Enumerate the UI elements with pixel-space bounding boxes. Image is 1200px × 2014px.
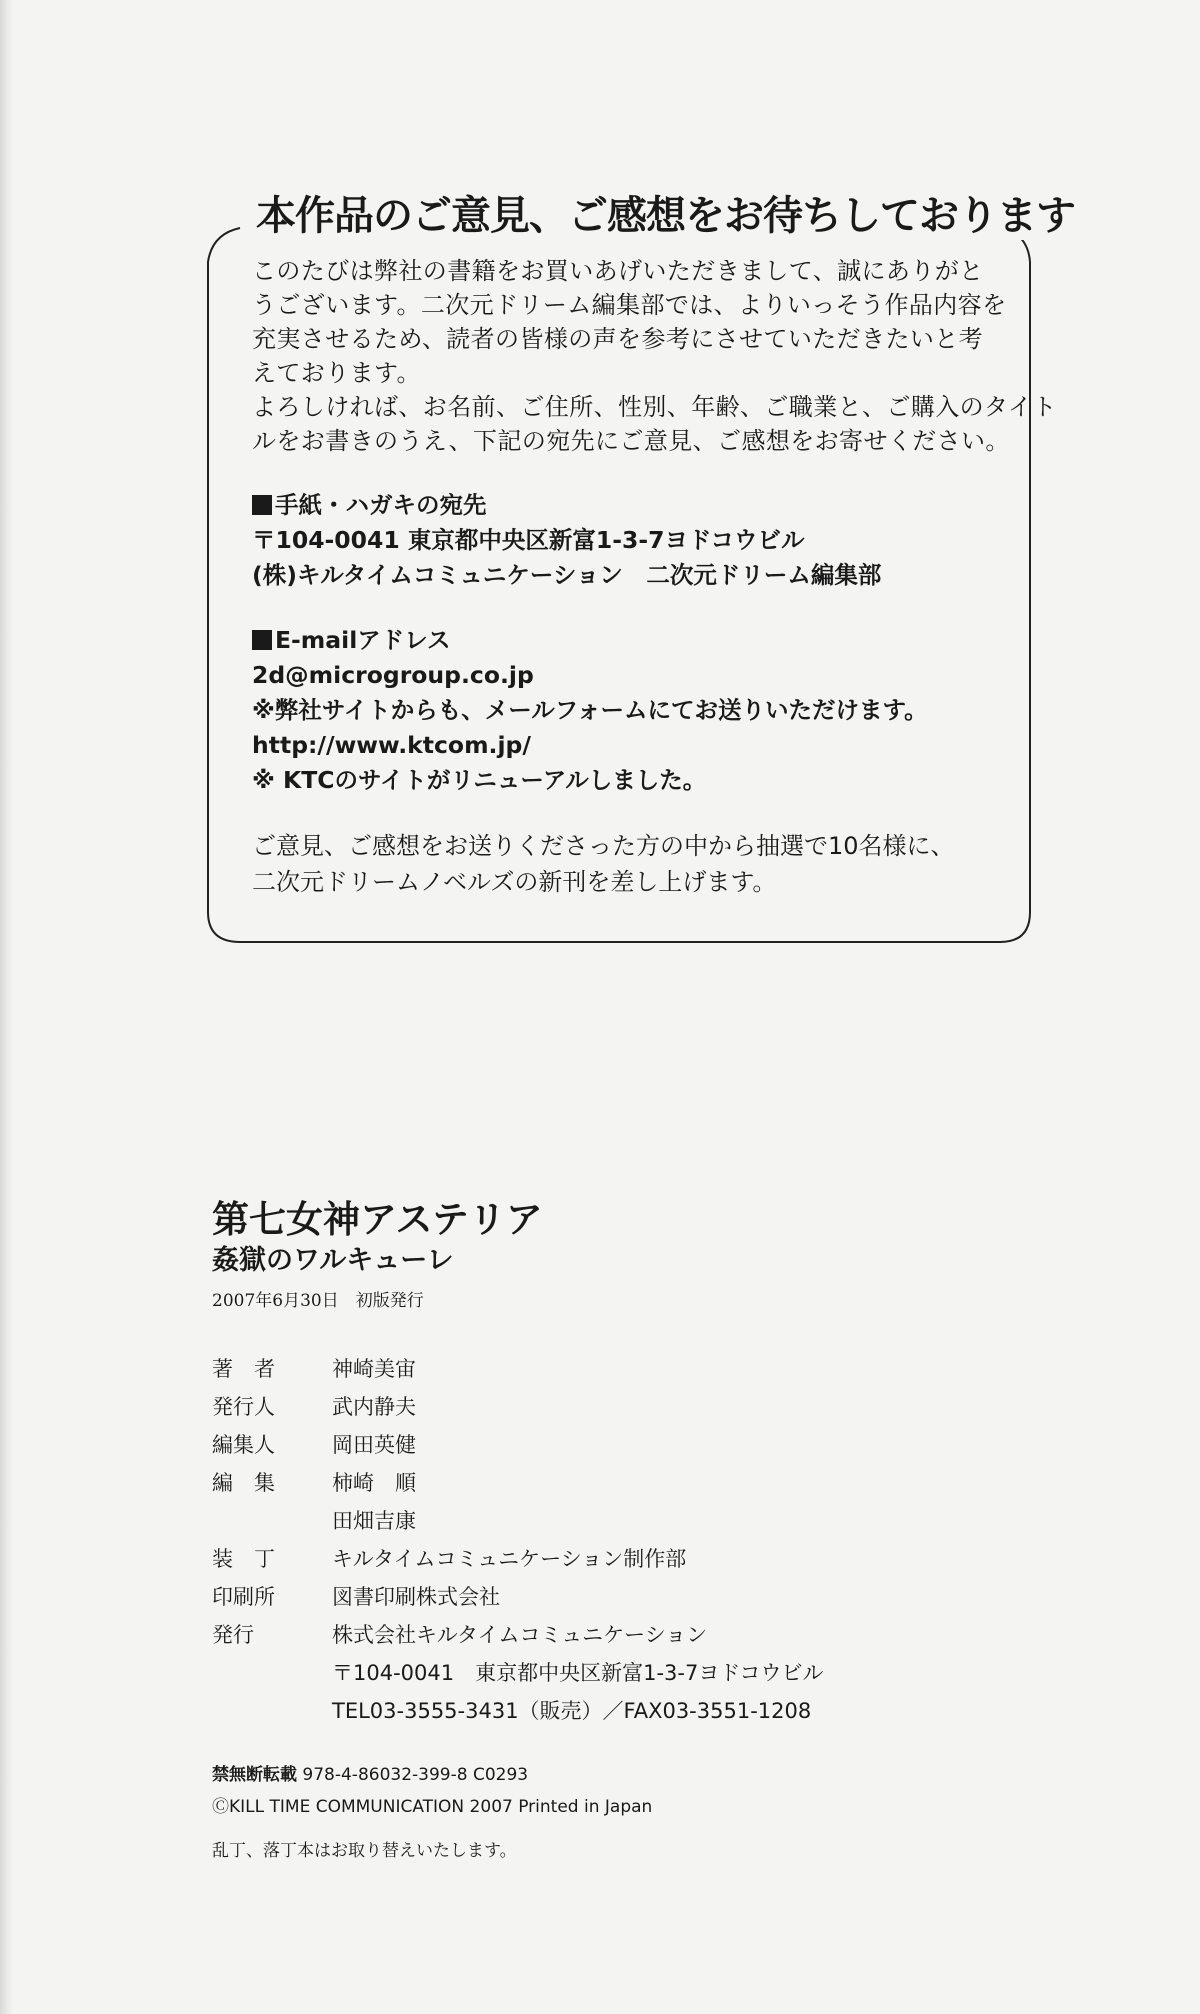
copyright: ⒸKILL TIME COMMUNICATION 2007 Printed in Japan bbox=[212, 1797, 653, 1817]
credit-role: 著 者 bbox=[212, 1357, 275, 1381]
credit-name: 柿崎 順 bbox=[332, 1471, 416, 1495]
credit-role: 装 丁 bbox=[212, 1547, 275, 1571]
credit-role: 発行人 bbox=[212, 1395, 275, 1419]
feedback-title: 本作品のご意見、ご感想をお待ちしております bbox=[250, 192, 1081, 240]
credit-row bbox=[212, 1387, 824, 1425]
credit-name: 田畑吉康 bbox=[332, 1509, 416, 1533]
credit-name: 〒104-0041 東京都中央区新富1-3-7ヨドコウビル bbox=[332, 1661, 824, 1685]
credit-row bbox=[212, 1425, 824, 1463]
credits-list bbox=[212, 1349, 824, 1729]
intro-line: ルをお書きのうえ、下記の宛先にご意見、ご感想をお寄せください。 bbox=[252, 427, 1010, 455]
lottery-line: ご意見、ご感想をお送りくださった方の中から抽選で10名様に、 bbox=[252, 832, 955, 860]
mail-recipient: (株)キルタイムコミュニケーション 二次元ドリーム編集部 bbox=[252, 561, 882, 589]
page-edge-shadow bbox=[0, 0, 14, 2014]
credit-row bbox=[212, 1539, 824, 1577]
isbn: 978-4-86032-399-8 C0293 bbox=[302, 1765, 529, 1785]
email-note: ※弊社サイトからも、メールフォームにてお送りいただけます。 bbox=[252, 696, 928, 724]
intro-line: えております。 bbox=[252, 359, 421, 387]
site-url: http://www.ktcom.jp/ bbox=[252, 731, 531, 759]
credit-row bbox=[212, 1349, 824, 1387]
credit-name: 岡田英健 bbox=[332, 1433, 416, 1457]
square-bullet-icon bbox=[252, 495, 272, 515]
email-section bbox=[252, 623, 1002, 798]
mail-address: 〒104-0041 東京都中央区新富1-3-7ヨドコウビル bbox=[252, 526, 805, 554]
mail-section bbox=[252, 488, 1002, 593]
credit-role: 印刷所 bbox=[212, 1585, 275, 1609]
book-title: 第七女神アステリア bbox=[212, 1198, 543, 1241]
publication-date: 2007年6月30日 初版発行 bbox=[212, 1291, 424, 1311]
site-note: ※ KTCのサイトがリニューアルしました。 bbox=[252, 766, 707, 794]
intro-line: このたびは弊社の書籍をお買いあげいただきまして、誠にありがと bbox=[252, 257, 984, 285]
credit-row bbox=[212, 1501, 824, 1539]
reprint-prohibited-label: 禁無断転載 bbox=[212, 1765, 297, 1785]
lottery-notice bbox=[252, 828, 1002, 900]
credit-name: 図書印刷株式会社 bbox=[332, 1585, 500, 1609]
feedback-body bbox=[252, 254, 1057, 900]
colophon bbox=[212, 1197, 824, 1882]
credit-row bbox=[212, 1615, 824, 1653]
credit-role: 編 集 bbox=[212, 1471, 275, 1495]
square-bullet-icon bbox=[252, 630, 272, 650]
credit-name: 株式会社キルタイムコミュニケーション bbox=[332, 1623, 708, 1647]
credit-row bbox=[212, 1691, 824, 1729]
email-heading: E-mailアドレス bbox=[275, 626, 451, 654]
credit-row bbox=[212, 1577, 824, 1615]
intro-line: うございます。二次元ドリーム編集部では、よりいっそう作品内容を bbox=[252, 291, 1007, 319]
mail-heading: 手紙・ハガキの宛先 bbox=[275, 491, 487, 519]
lottery-line: 二次元ドリームノベルズの新刊を差し上げます。 bbox=[252, 868, 777, 896]
feedback-intro bbox=[252, 254, 1057, 458]
replacement-notice: 乱丁、落丁本はお取り替えいたします。 bbox=[212, 1841, 517, 1861]
email-address: 2d@microgroup.co.jp bbox=[252, 661, 534, 689]
credit-name: キルタイムコミュニケーション制作部 bbox=[332, 1547, 687, 1571]
rights-block bbox=[212, 1759, 824, 1823]
credit-row bbox=[212, 1463, 824, 1501]
intro-line: 充実させるため、読者の皆様の声を参考にさせていただきたいと考 bbox=[252, 325, 984, 353]
credit-name: 神崎美宙 bbox=[332, 1357, 416, 1381]
credit-name: TEL03-3555-3431（販売）／FAX03-3551-1208 bbox=[332, 1699, 812, 1723]
credit-row bbox=[212, 1653, 824, 1691]
credit-role: 編集人 bbox=[212, 1433, 275, 1457]
intro-line: よろしければ、お名前、ご住所、性別、年齢、ご職業と、ご購入のタイト bbox=[252, 393, 1057, 421]
credit-name: 武内静夫 bbox=[332, 1395, 416, 1419]
credit-role: 発行 bbox=[212, 1623, 254, 1647]
book-subtitle: 姦獄のワルキューレ bbox=[212, 1245, 454, 1276]
